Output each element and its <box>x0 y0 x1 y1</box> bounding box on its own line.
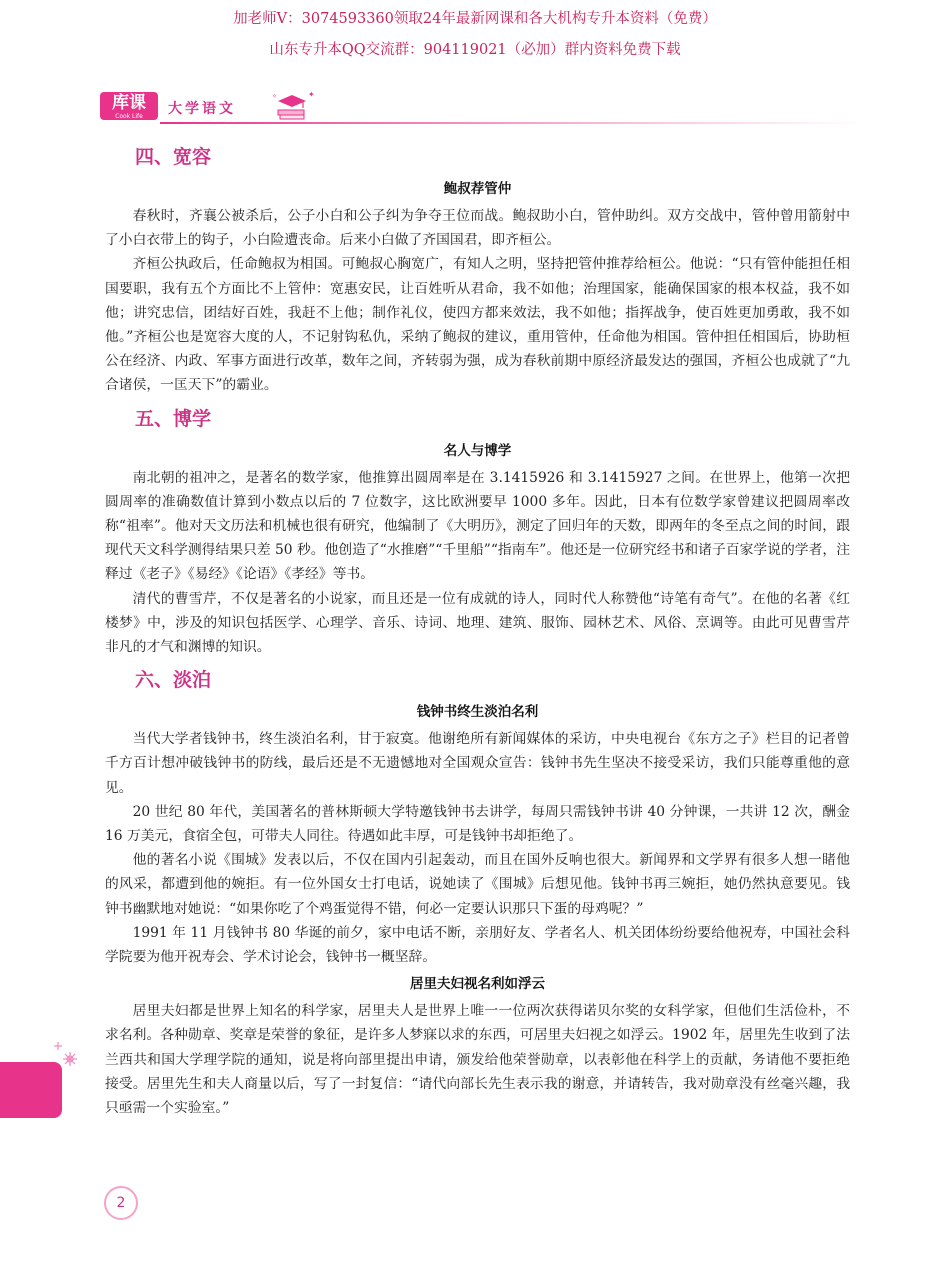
paragraph: 他的著名小说《围城》发表以后，不仅在国内引起轰动，而且在国外反响也很大。新闻界和文学界有很多人想一睹他的风采，都遭到他的婉拒。有一位外国女士打电话，说她读了《围城》后想见他。钱钟书再三婉拒，她仍然执意要见。钱钟书幽默地对她说：“如果你吃了个鸡蛋觉得不错，何必一定要认识那只下蛋的母鸡呢？” <box>105 852 850 917</box>
svg-text:✧: ✧ <box>272 93 278 100</box>
page-header <box>100 88 860 128</box>
top-notice-line-1: 加老师V：3074593360领取24年最新网课和各大机构专升本资料（免费） <box>233 11 717 27</box>
paragraph: 清代的曹雪芹，不仅是著名的小说家，而且还是一位有成就的诗人，同时代人称赞他“诗笔有奇气”。在他的名著《红楼梦》中，涉及的知识包括医学、心理学、音乐、诗词、地理、建筑、服饰、园林艺术、风俗、烹调等。由此可见曹雪芹非凡的才气和渊博的知识。 <box>105 590 850 656</box>
side-tab-decoration <box>0 1062 62 1118</box>
brand-logo <box>100 92 158 120</box>
article-title: 鲍叔荐管仲 <box>443 181 512 197</box>
graduation-cap-book-icon <box>270 88 318 122</box>
header-divider <box>160 122 860 124</box>
paragraph: 春秋时，齐襄公被杀后，公子小白和公子纠为争夺王位而战。鲍叔助小白，管仲助纠。双方交战中，管仲曾用箭射中了小白衣带上的钩子，小白险遭丧命。后来小白做了齐国国君，即齐桓公。 <box>105 208 850 249</box>
article-title: 名人与博学 <box>443 442 512 459</box>
paragraph: 当代大学者钱钟书，终生淡泊名利，甘于寂寞。他谢绝所有新闻媒体的采访，中央电视台《东方之子》栏目的记者曾千方百计想冲破钱钟书的防线，最后还是不无遗憾地对全国观众宣告：钱钟书先生坚决不接受采访，我们只能尊重他的意见。 <box>105 731 850 796</box>
logo-text: 库课 <box>112 93 146 113</box>
paragraph: 居里夫妇都是世界上知名的科学家，居里夫人是世界上唯一一位两次获得诺贝尔奖的女科学家，但他们生活俭朴，不求名利。各种勋章、奖章是荣誉的象征，是许多人梦寐以求的东西，可居里夫妇视之如浮云。1902 年，居里先生收到了法兰西共和国大学理学院的通知，说是将向部里提出申请，颁发给他荣誉勋章，以表彰他在科学上的贡献，务请他不要拒绝接受。居里先生和夫人商量以后，写了一封复信：“请代向部长先生表示我的谢意，并请转告，我对勋章没有丝毫兴趣，我只亟需一个实验室。” <box>105 1003 850 1117</box>
logo-subtext: Cook Life <box>115 113 143 120</box>
section-heading-tolerance: 四、宽容 <box>135 146 212 168</box>
section-heading-indifference: 六、淡泊 <box>135 669 212 692</box>
book-title: 大学语文 <box>168 101 236 117</box>
main-content <box>105 140 850 1120</box>
top-notice-line-2: 山东专升本QQ交流群：904119021（必加）群内资料免费下载 <box>269 42 681 58</box>
page-number: 2 <box>104 1186 138 1220</box>
svg-text:✦: ✦ <box>308 90 315 99</box>
paragraph: 1991 年 11 月钱钟书 80 华诞的前夕，家中电话不断，亲朋好友、学者名人、机关团体纷纷要给他祝寿，中国社会科学院要为他开祝寿会、学术讨论会，钱钟书一概坚辞。 <box>105 924 850 966</box>
section-heading-erudition: 五、博学 <box>135 407 212 430</box>
article-title: 钱钟书终生淡泊名利 <box>416 704 539 721</box>
paragraph: 齐桓公执政后，任命鲍叔为相国。可鲍叔心胸宽广，有知人之明，坚持把管仲推荐给桓公。他说：“只有管仲能担任相国要职，我有五个方面比不上管仲：宽惠安民，让百姓听从君命，我不如他；治理国家，能确保国家的根本权益，我不如他；讲究忠信，团结好百姓，我赶不上他；制作礼仪，使四方都来效法，我不如他；指挥战争，使百姓更加勇敢，我不如他。”齐桓公也是宽容大度的人，不记射钩私仇，采纳了鲍叔的建议，重用管仲，任命他为相国。管仲担任相国后，协助桓公在经济、内政、军事方面进行改革，数年之间，齐转弱为强，成为春秋前期中原经济最发达的强国，齐桓公也成就了“九合诸侯，一匡天下”的霸业。 <box>105 256 850 394</box>
paragraph: 南北朝的祖冲之，是著名的数学家，他推算出圆周率是在 3.1415926 和 3.1415927 之间。在世界上，他第一次把圆周率的准确数值计算到小数点以后的 7 位数字，这比欧洲要早 1000 多年。因此，日本有位数学家曾建议把圆周率改称“祖率”。他对天文历法和机械也很有研究，他编制了《大明历》，测定了回归年的天数，即两年的冬至点之间的时间，跟现代天文科学测得结果只差 50 秒。他创造了“水推磨”“千里船”“指南车”。他还是一位研究经书和诸子百家学说的学者，注释过《老子》《易经》《论语》《孝经》等书。 <box>105 469 850 583</box>
paragraph: 20 世纪 80 年代，美国著名的普林斯顿大学特邀钱钟书去讲学，每周只需钱钟书讲 40 分钟课，一共讲 12 次，酬金 16 万美元，食宿全包，可带夫人同往。待遇如此丰厚，可是钱钟书却拒绝了。 <box>105 803 850 845</box>
article-title: 居里夫妇视名利如浮云 <box>410 976 545 993</box>
